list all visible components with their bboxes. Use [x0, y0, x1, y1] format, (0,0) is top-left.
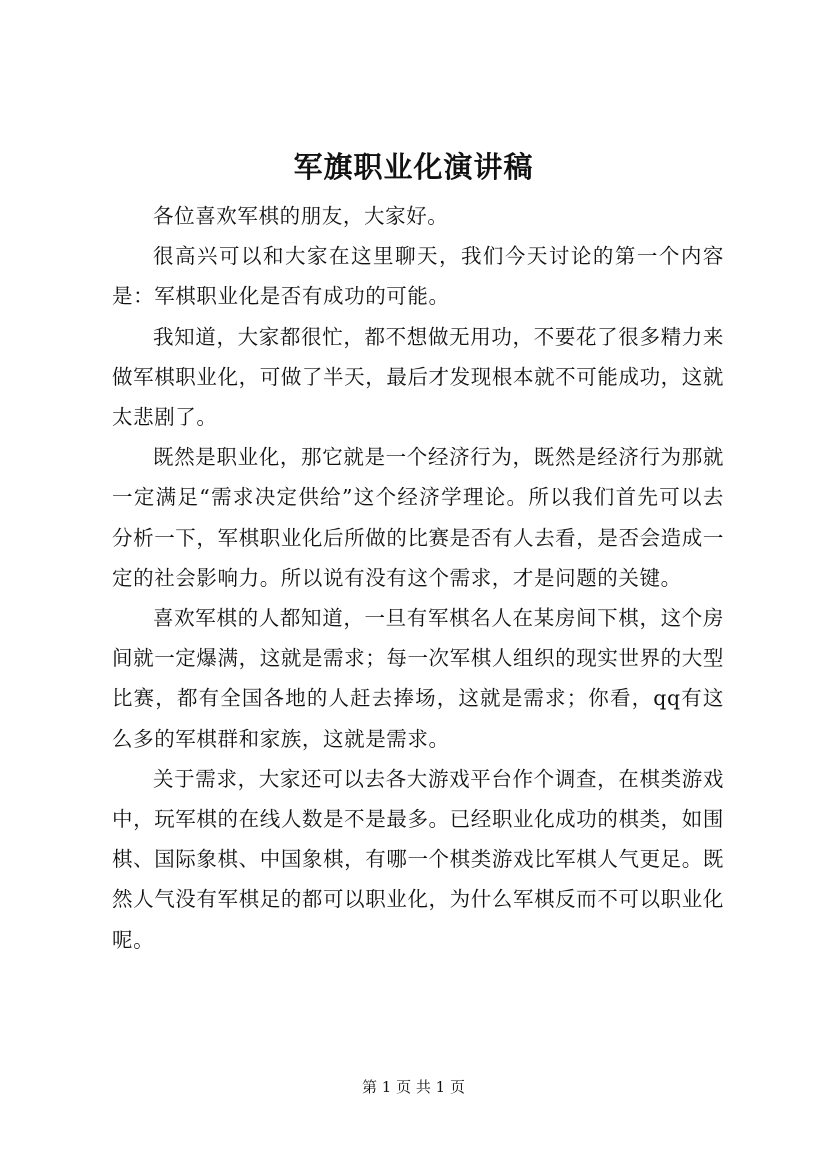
- document-body: [112, 196, 724, 960]
- document-title: 军旗职业化演讲稿: [293, 150, 534, 184]
- paragraph-3: 我知道，大家都很忙，都不想做无用功，不要花了很多精力来做军棋职业化，可做了半天，最后才发现根本就不可能成功，这就太悲剧了。: [112, 324, 724, 430]
- paragraph-2: 很高兴可以和大家在这里聊天，我们今天讨论的第一个内容是：军棋职业化是否有成功的可能。: [112, 244, 724, 309]
- paragraph-5: 喜欢军棋的人都知道，一旦有军棋名人在某房间下棋，这个房间就一定爆满，这就是需求；每一次军棋人组织的现实世界的大型比赛，都有全国各地的人赶去捧场，这就是需求；你看，qq有这么多的军棋群和家族，这就是需求。: [112, 606, 724, 751]
- page-footer: 第 1 页 共 1 页: [362, 1078, 465, 1096]
- paragraph-1: 各位喜欢军棋的朋友，大家好。: [153, 204, 449, 228]
- paragraph-6: 关于需求，大家还可以去各大游戏平台作个调查，在棋类游戏中，玩军棋的在线人数是不是最多。已经职业化成功的棋类，如围棋、国际象棋、中国象棋，有哪一个棋类游戏比军棋人气更足。既然人气没有军棋足的都可以职业化，为什么军棋反而不可以职业化呢。: [112, 766, 724, 952]
- paragraph-4: 既然是职业化，那它就是一个经济行为，既然是经济行为那就一定满足“需求决定供给”这个经济学理论。所以我们首先可以去分析一下，军棋职业化后所做的比赛是否有人去看，是否会造成一定的社会影响力。所以说有没有这个需求，才是问题的关键。: [112, 445, 724, 590]
